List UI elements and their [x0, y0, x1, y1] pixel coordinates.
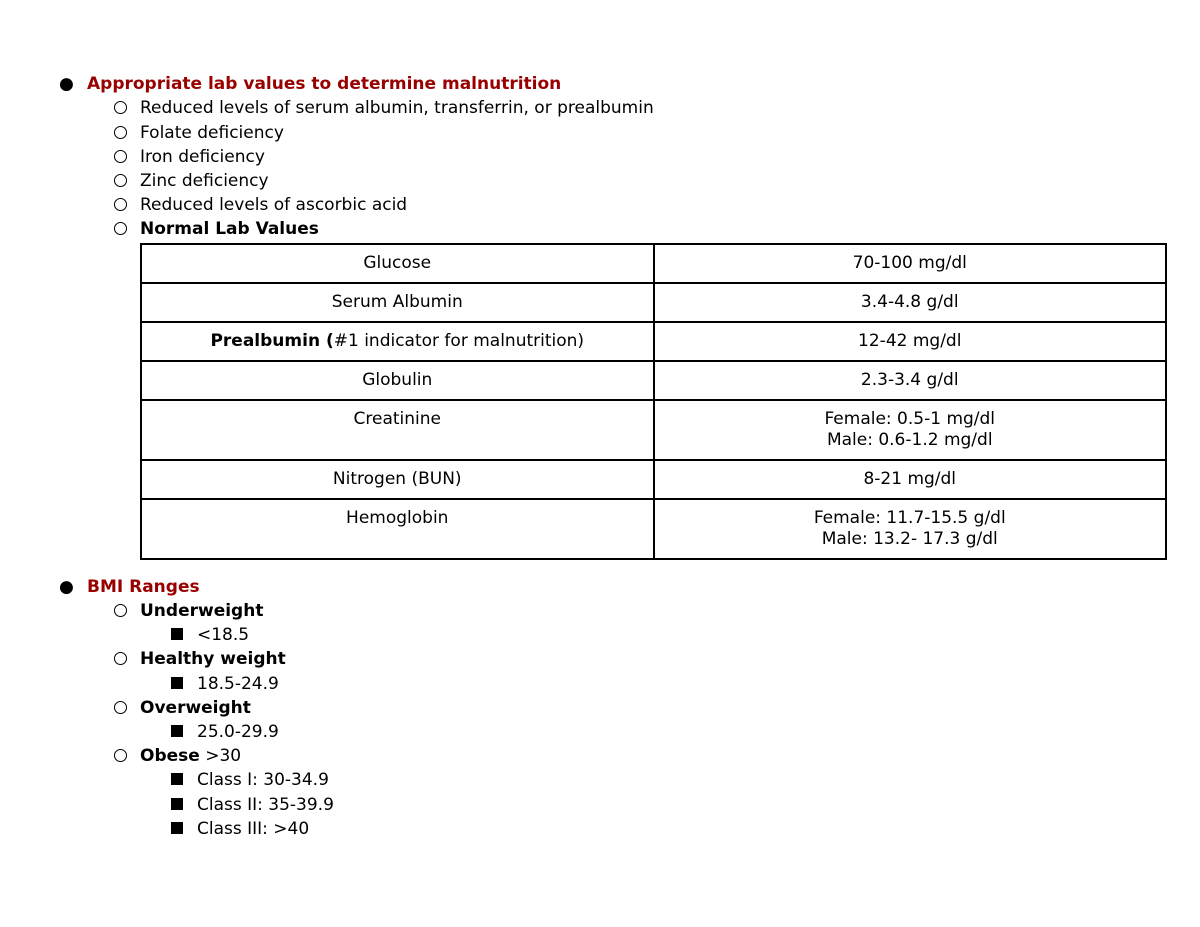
bmi-value: Class I: 30-34.9 [171, 768, 329, 792]
table-row [141, 460, 1166, 499]
bmi-value: Class II: 35-39.9 [171, 793, 334, 817]
lab-value-cell: 70-100 mg/dl [654, 244, 1167, 283]
list-item: Reduced levels of ascorbic acid [114, 193, 407, 217]
square-bullet-icon [171, 773, 183, 785]
lab-name-cell: Prealbumin (#1 indicator for malnutrition) [141, 322, 654, 361]
table-row [141, 244, 1166, 283]
lab-value-cell: Female: 11.7-15.5 g/dl Male: 13.2- 17.3 g/dl [654, 499, 1167, 559]
circle-bullet-icon [114, 749, 127, 762]
square-bullet-icon [171, 798, 183, 810]
circle-bullet-icon [114, 150, 127, 163]
circle-bullet-icon [114, 701, 127, 714]
table-row [141, 322, 1166, 361]
list-item-table-title: Normal Lab Values [114, 217, 319, 241]
bmi-category: Underweight [114, 599, 263, 623]
bmi-category: Overweight [114, 696, 251, 720]
lab-name-cell: Hemoglobin [141, 499, 654, 559]
lab-value-cell: 3.4-4.8 g/dl [654, 283, 1167, 322]
bmi-category: Healthy weight [114, 647, 286, 671]
circle-bullet-icon [114, 604, 127, 617]
bmi-category: Obese >30 [114, 744, 241, 768]
bmi-value: Class III: >40 [171, 817, 309, 841]
lab-name-cell: Nitrogen (BUN) [141, 460, 654, 499]
circle-bullet-icon [114, 101, 127, 114]
list-item: Folate deficiency [114, 121, 284, 145]
list-item: Iron deficiency [114, 145, 265, 169]
lab-value-cell: 12-42 mg/dl [654, 322, 1167, 361]
list-item: Zinc deficiency [114, 169, 269, 193]
bmi-value: 18.5-24.9 [171, 672, 279, 696]
bmi-value: <18.5 [171, 623, 249, 647]
square-bullet-icon [171, 628, 183, 640]
section-title: Appropriate lab values to determine malnutrition [87, 74, 562, 94]
circle-bullet-icon [114, 222, 127, 235]
circle-bullet-icon [114, 174, 127, 187]
lab-name-cell: Creatinine [141, 400, 654, 460]
lab-name-cell: Globulin [141, 361, 654, 400]
section-lab-values-heading [59, 72, 561, 96]
lab-name-cell: Glucose [141, 244, 654, 283]
square-bullet-icon [171, 725, 183, 737]
lab-value-cell: 8-21 mg/dl [654, 460, 1167, 499]
lab-value-cell: 2.3-3.4 g/dl [654, 361, 1167, 400]
lab-value-cell: Female: 0.5-1 mg/dl Male: 0.6-1.2 mg/dl [654, 400, 1167, 460]
lab-values-table [140, 243, 1167, 560]
circle-bullet-icon [114, 126, 127, 139]
bmi-value: 25.0-29.9 [171, 720, 279, 744]
table-row [141, 283, 1166, 322]
bullet-dot-icon: ● [59, 74, 74, 94]
circle-bullet-icon [114, 198, 127, 211]
table-row [141, 361, 1166, 400]
list-item: Reduced levels of serum albumin, transferrin, or prealbumin [114, 96, 654, 120]
square-bullet-icon [171, 822, 183, 834]
section-title: BMI Ranges [87, 577, 200, 597]
table-row [141, 499, 1166, 559]
lab-name-cell: Serum Albumin [141, 283, 654, 322]
circle-bullet-icon [114, 652, 127, 665]
section-bmi-heading [59, 575, 200, 599]
square-bullet-icon [171, 677, 183, 689]
table-row [141, 400, 1166, 460]
bullet-dot-icon: ● [59, 577, 74, 597]
